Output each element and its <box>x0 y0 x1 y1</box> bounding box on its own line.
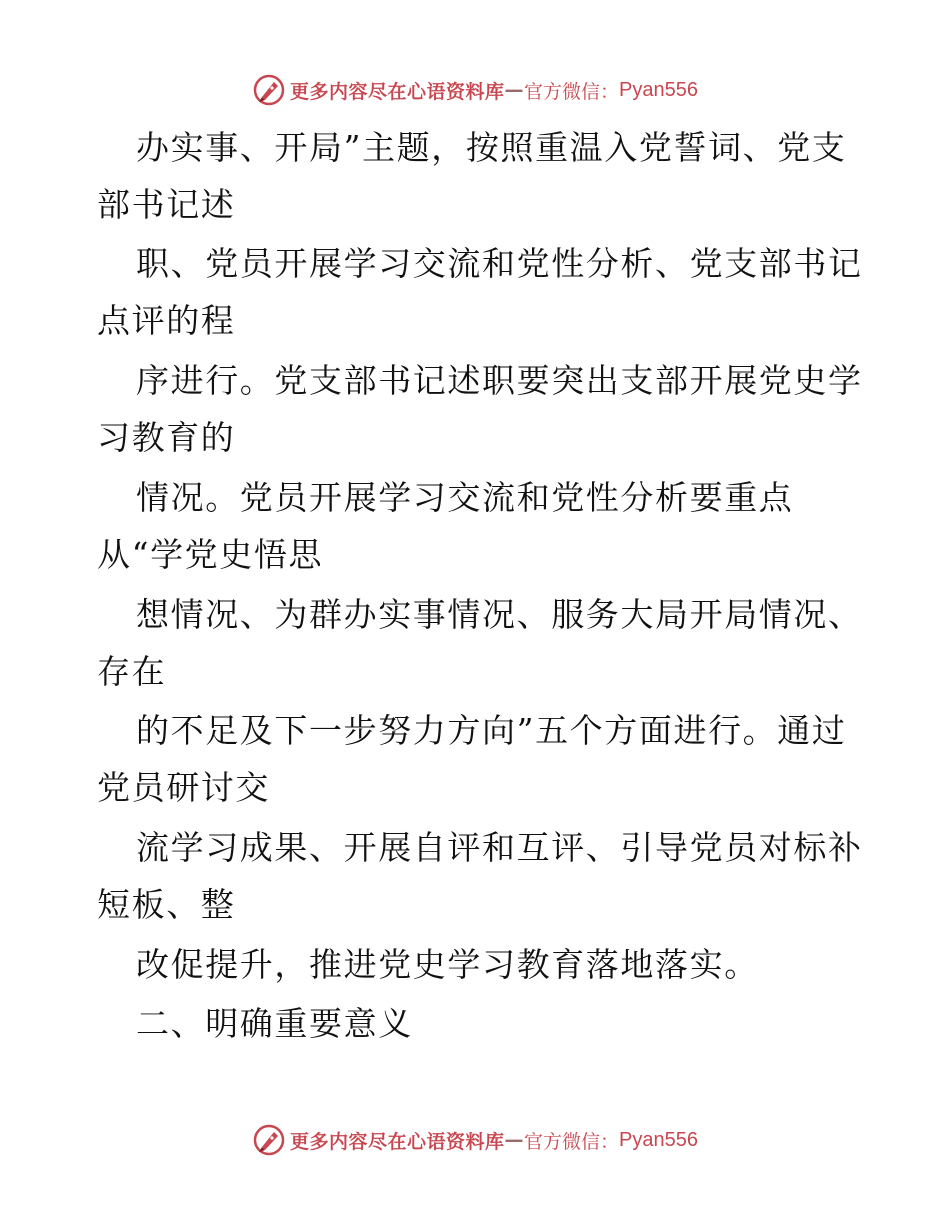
body-line: 部书记述 <box>97 185 236 224</box>
wechat-id: Pyan556 <box>619 1128 698 1151</box>
body-line: 职、党员开展学习交流和党性分析、党支部书记 <box>136 244 863 283</box>
body-line: 的不足及下一步努力方向”五个方面进行。通过 <box>136 711 847 750</box>
banner-text: 更多内容尽在心语资料库 <box>290 1130 505 1153</box>
footer-banner <box>0 1120 950 1160</box>
banner-text: 更多内容尽在心语资料库 <box>290 80 505 103</box>
pen-nib-logo-icon <box>252 73 286 107</box>
body-line: 改促提升，推进党史学习教育落地落实。 <box>136 945 759 984</box>
body-line: 习教育的 <box>97 418 236 457</box>
body-line: 存在 <box>97 652 167 691</box>
body-line: 情况。党员开展学习交流和党性分析要重点 <box>136 478 794 517</box>
banner-separator: — <box>504 79 525 101</box>
pen-nib-logo-icon <box>252 1123 286 1157</box>
wechat-label: 官方微信： <box>524 80 620 103</box>
body-line: 流学习成果、开展自评和互评、引导党员对标补 <box>136 828 863 867</box>
wechat-label: 官方微信： <box>524 1130 620 1153</box>
section-heading: 二、明确重要意义 <box>136 1004 413 1043</box>
body-line: 从“学党史悟思 <box>97 535 324 574</box>
body-line: 点评的程 <box>97 301 236 340</box>
header-banner <box>0 70 950 110</box>
body-line: 想情况、为群办实事情况、服务大局开局情况、 <box>136 595 863 634</box>
banner-separator: — <box>504 1129 525 1151</box>
body-line: 短板、整 <box>97 885 236 924</box>
body-line: 序进行。党支部书记述职要突出支部开展党史学 <box>136 361 863 400</box>
body-line: 党员研讨交 <box>97 768 270 807</box>
body-line: 办实事、开局”主题，按照重温入党誓词、党支 <box>136 128 847 167</box>
wechat-id: Pyan556 <box>619 78 698 101</box>
